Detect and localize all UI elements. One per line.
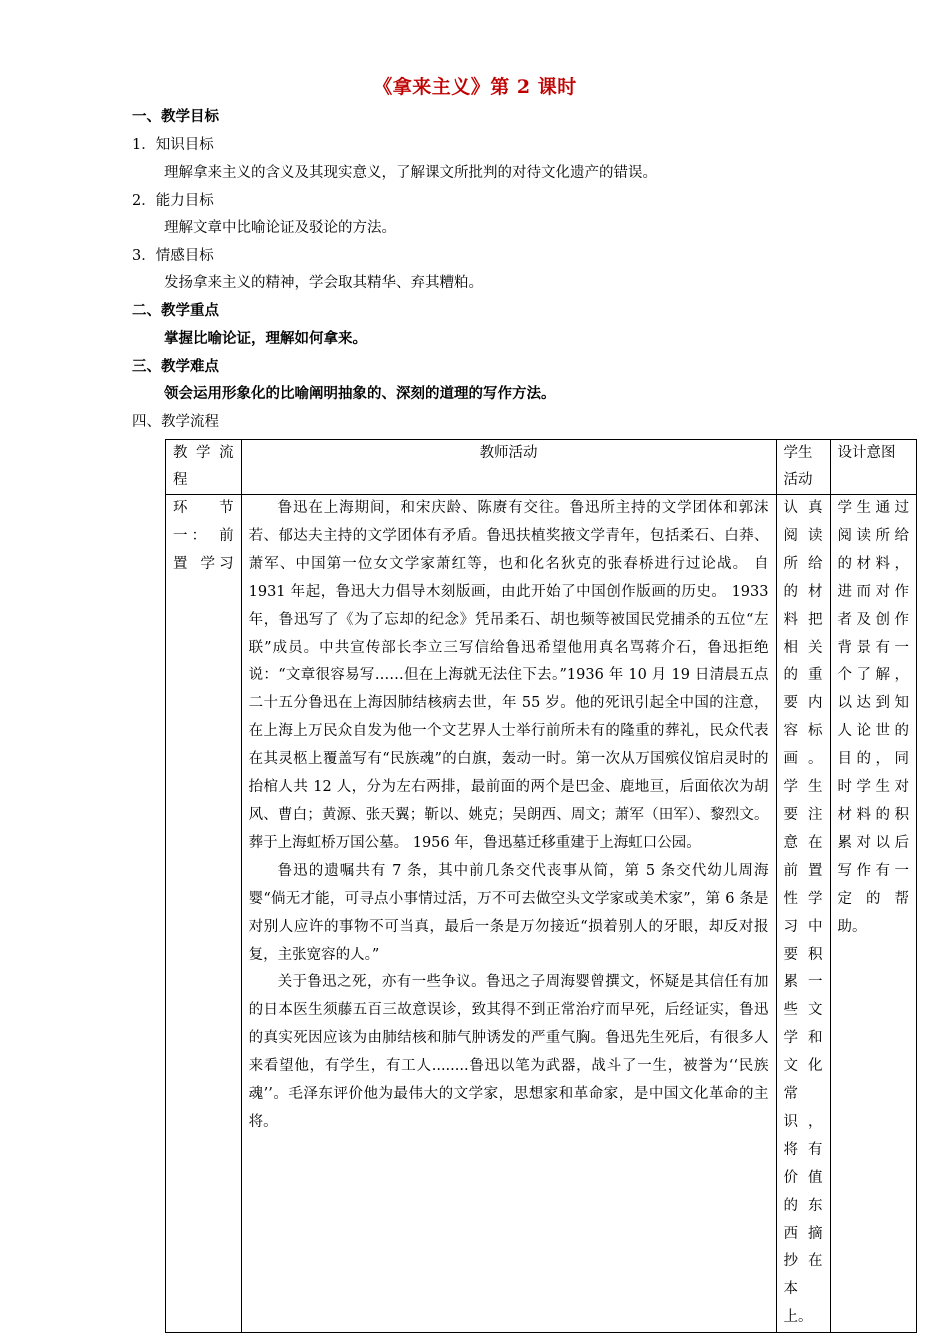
stage-cell: 环 节 一： 前置 学习	[166, 495, 242, 1333]
teacher-paragraph-2: 鲁迅的遗嘱共有 7 条，其中前几条交代丧事从简，第 5 条交代幼儿周海婴“倘无才能，可寻点小事情过活，万不可去做空头文学家或美术家”，第 6 条是对别人应许的事物不可当真，最后一条是万勿接近“损着别人的牙眼，却反对报复，主张宽容的人。”	[248, 862, 769, 963]
header-design-intent: 设计意图	[830, 440, 916, 495]
difficulties-text: 领会运用形象化的比喻阐明抽象的、深刻的道理的写作方法。	[164, 385, 556, 402]
table-header-row	[166, 440, 917, 495]
emotion-objective-text: 发扬拿来主义的精神，学会取其精华、弃其糟粕。	[164, 275, 483, 291]
key-points-text: 掌握比喻论证，理解如何拿来。	[164, 330, 367, 347]
table-row	[166, 495, 917, 1333]
section-heading-objectives: 一、教学目标	[132, 108, 219, 125]
section-heading-difficulties: 三、教学难点	[132, 358, 219, 375]
header-flow: 教 学 流 程	[166, 440, 242, 495]
teacher-activity-cell	[241, 495, 776, 1333]
teacher-paragraph-1: 鲁迅在上海期间，和宋庆龄、陈赓有交往。鲁迅所主持的文学团体和郭沫若、郁达夫主持的文学团体有矛盾。鲁迅扶植奖掖文学青年，包括柔石、白莽、萧军、中国第一位女文学家萧红等，也和化名狄克的张春桥进行过论战。 自 1931 年起，鲁迅大力倡导木刻版画，由此开始了中国创作版画的历史。 1933 年，鲁迅写了《为了忘却的纪念》凭吊柔石、胡也频等被国民党捕杀的五位“左联”成员。中共宣传部长李立三写信给鲁迅希望他用真名骂蒋介石，鲁迅拒绝说：“文章很容易写……但在上海就无法住下去。”1936 年 10 月 19 日清晨五点二十五分鲁迅在上海因肺结核病去世，年 55 岁。他的死讯引起全中国的注意，在上海上万民众自发为他一个文艺界人士举行前所未有的隆重的葬礼，民众代表在其灵柩上覆盖写有“民族魂”的白旗，轰动一时。第一次从万国殡仪馆启灵时的抬棺人共 12 人，分为左右两排，最前面的两个是巴金、鹿地亘，后面依次为胡风、曹白；黄源、张天翼；靳以、姚克；吴朗西、周文；萧军（田军）、黎烈文。葬于上海虹桥万国公墓。 1956 年，鲁迅墓迁移重建于上海虹口公园。	[248, 500, 769, 851]
knowledge-objective-text: 理解拿来主义的含义及其现实意义，了解课文所批判的对待文化遗产的错误。	[164, 165, 657, 181]
page-title: 《拿来主义》第 2 课时	[373, 76, 577, 98]
knowledge-objective-label: 1．知识目标	[132, 137, 214, 153]
header-student-activity: 学生活动	[776, 440, 830, 495]
header-teacher-activity: 教师活动	[241, 440, 776, 495]
teaching-process-table	[165, 439, 917, 1333]
section-heading-key-points: 二、教学重点	[132, 302, 219, 319]
ability-objective-label: 2．能力目标	[132, 193, 214, 209]
student-activity-cell: 认真阅读所给的材料把相关的重要内容标画。学生要注意在前置性学习中要积累一些文学和文化常识，将有价值的东西摘抄在本上。	[776, 495, 830, 1333]
teacher-paragraph-3: 关于鲁迅之死，亦有一些争议。鲁迅之子周海婴曾撰文，怀疑是其信任有加的日本医生须藤五百三故意误诊，致其得不到正常治疗而早死，后经证实，鲁迅的真实死因应该为由肺结核和肺气肿诱发的严重气胸。鲁迅先生死后，有很多人来看望他，有学生，有工人........鲁迅以笔为武器，战斗了一生，被誉为‘‘民族魂’’。毛泽东评价他为最伟大的文学家，思想家和革命家，是中国文化革命的主将。	[248, 974, 769, 1130]
emotion-objective-label: 3．情感目标	[132, 248, 214, 264]
design-intent-cell: 学生通过阅读所给的材料，进而对作者及创作背景有一个了解，以达到知人论世的目的，同时学生对材料的积累对以后写作有一定的帮助。	[830, 495, 916, 1333]
section-heading-process: 四、教学流程	[132, 414, 219, 430]
ability-objective-text: 理解文章中比喻论证及驳论的方法。	[164, 220, 396, 236]
